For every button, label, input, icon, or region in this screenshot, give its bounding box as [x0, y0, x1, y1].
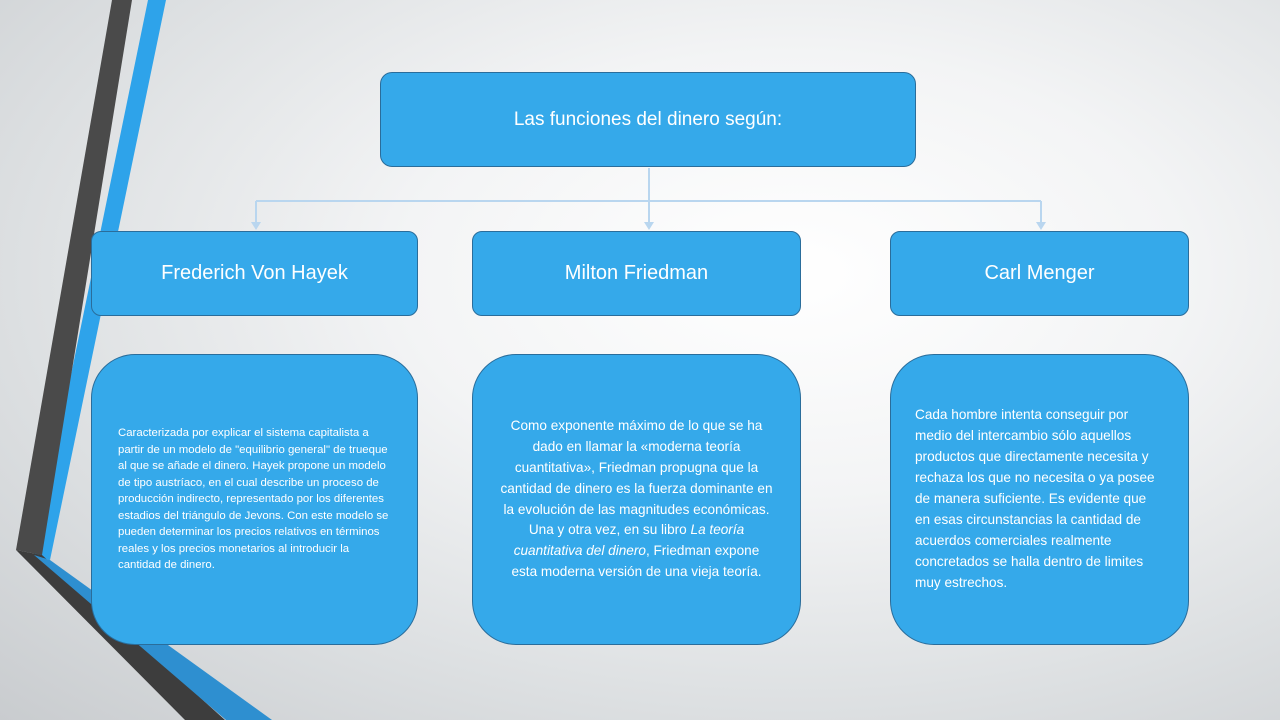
diagram-title-box	[380, 72, 916, 167]
description-hayek-text: Caracterizada por explicar el sistema capitalista a partir de un modelo de "equilibrio general" de trueque al que se añade el dinero. Hayek propone un modelo de tipo austríaco, en el cual describe un proceso de producción indirecto, representado por los diferentes estadios del triángulo de Jevons. Con este modelo se pueden determinar los precios relativos en términos reales y los precios monetarios al introducir la cantidad de dinero.	[118, 427, 389, 572]
book-title: La teoría cuantitativa del dinero	[513, 522, 745, 559]
description-menger	[890, 354, 1189, 645]
node-menger	[890, 231, 1189, 316]
description-friedman	[472, 354, 801, 645]
arrowhead-menger	[1036, 222, 1046, 230]
node-hayek-label: Frederich Von Hayek	[161, 262, 348, 284]
arrowhead-friedman	[644, 222, 654, 230]
description-friedman-text-start: Como exponente máximo de lo que se ha dado en llamar la «moderna teoría cuantitativa», Friedman propugna que la cantidad de dinero es la fuerza dominante en la evolución de las magnitudes económicas. Una y otra vez, en su libro	[500, 418, 773, 538]
description-hayek	[91, 354, 418, 645]
description-friedman-text	[499, 416, 774, 582]
description-menger-text: Cada hombre intenta conseguir por medio del intercambio sólo aquellos productos que directamente necesita y rechaza los que no necesita o ya posee de manera suficiente. Es evidente que en esas circunstancias la cantidad de acuerdos comerciales realmente concretados se halla dentro de limites muy estrechos.	[915, 407, 1155, 590]
node-friedman	[472, 231, 801, 316]
description-friedman-text-end: , Friedman expone esta moderna versión de una vieja teoría.	[511, 543, 762, 579]
node-hayek	[91, 231, 418, 316]
diagram-title: Las funciones del dinero según:	[513, 108, 783, 130]
arrowhead-hayek	[251, 222, 261, 230]
node-friedman-label: Milton Friedman	[564, 262, 709, 284]
node-menger-label: Carl Menger	[984, 262, 1095, 284]
